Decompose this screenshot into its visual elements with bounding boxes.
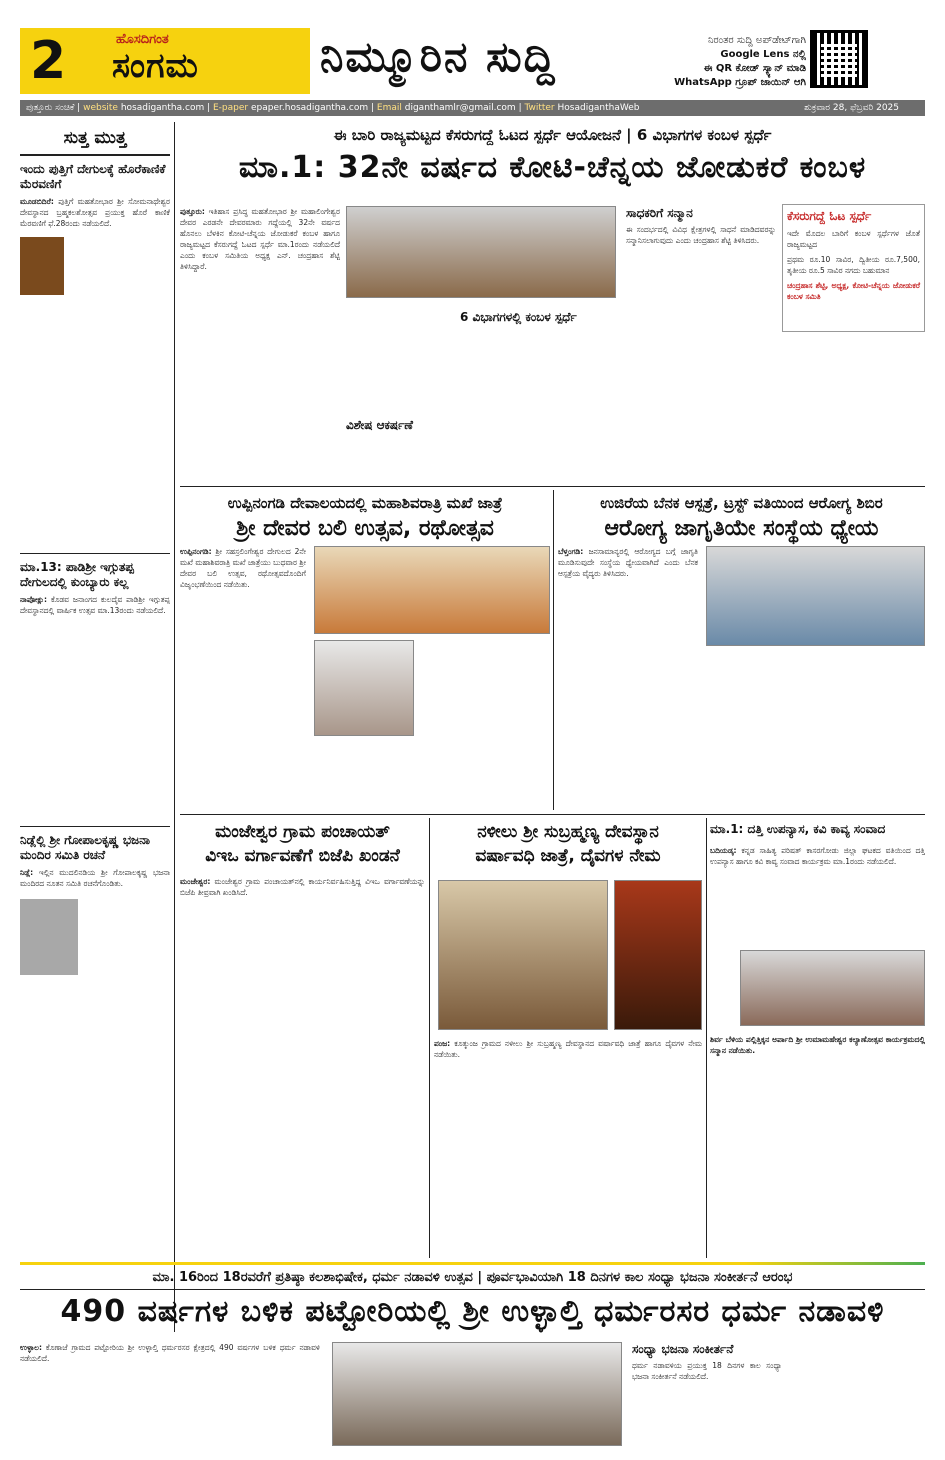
bottom-story [20, 1266, 925, 1456]
section-divider [180, 486, 925, 487]
section-title: ನಿಮ್ಮೂರಿನ ಸುದ್ದಿ [320, 32, 557, 81]
sidebar-headline: ಇಂದು ಪುತ್ತಿಗೆ ದೇಗುಲಕ್ಕೆ ಹೊರೆಕಾಣಿಕೆ ಮೆರವಣಿಗೆ [20, 162, 166, 191]
ad-line: ಇದೇ ಮೊದಲ ಬಾರಿಗೆ ಕಂಬಳ ಸ್ಪರ್ಧೆಗಳ ಜೊತೆ ರಾಜ್ಯಮಟ್ಟದ [787, 229, 920, 249]
article-body: ಶ್ರೀ ಸಹಸ್ರಲಿಂಗೇಶ್ವರ ದೇಗುಲದ 2ನೇ ಮಖೆ ಮಹಾಶಿವರಾತ್ರಿ ಮಖೆ ಜಾತ್ರೆಯು ಬುಧವಾರ ಶ್ರೀ ದೇವರ ಬಲಿ ಉತ್ಸವ, ರಥೋತ್ಸವದೊಂದಿಗೆ ವಿಜೃಂಭಣೆಯಿಂದ ನಡೆಯಿತು. [180, 547, 306, 589]
promo-line: ನಿರಂತರ ಸುದ್ದಿ ಅಪ್‌ಡೇಟ್‌ಗಾಗಿ [707, 35, 806, 46]
bottom-side-subhead: ಸಂಧ್ಯಾ ಭಜನಾ ಸಂಕೀರ್ತನೆ [632, 1342, 734, 1356]
bottom-side-body: ಧರ್ಮ ನಡಾವಳಿಯ ಪ್ರಯುಕ್ತ 18 ದಿನಗಳ ಕಾಲ ಸಂಧ್ಯಾ ಭಜನಾ ಸಂಕೀರ್ತನೆ ನಡೆಯಲಿದೆ. [632, 1361, 782, 1381]
lead-body [180, 206, 340, 272]
press-meet-photo [332, 1342, 622, 1446]
qr-code-icon[interactable] [810, 30, 868, 88]
bottom-body [20, 1342, 320, 1364]
story-body [710, 845, 925, 867]
story-headline: ಮಾ.1: ದತ್ತಿ ಉಪನ್ಯಾಸ, ಕವಿ ಕಾವ್ಯ ಸಂವಾದ [710, 822, 886, 836]
lead-side-body: ಈ ಸಂದರ್ಭದಲ್ಲಿ ವಿವಿಧ ಕ್ಷೇತ್ರಗಳಲ್ಲಿ ಸಾಧನೆ ಮಾಡಿದವರನ್ನು ಸನ್ಮಾನಿಸಲಾಗುವುದು ಎಂದು ಚಂದ್ರಹಾಸ ಶೆಟ್ಟಿ ತಿಳಿಸಿದರು. [626, 225, 776, 245]
sidebar-article [20, 594, 170, 616]
health-photo [706, 546, 925, 646]
obituary-photo [20, 899, 78, 975]
lead-headline: ಮಾ.1: 32ನೇ ವರ್ಷದ ಕೋಟಿ-ಚೆನ್ನಯ ಜೋಡುಕರೆ ಕಂಬಳ [238, 150, 867, 185]
column-divider [174, 122, 175, 1332]
email-link[interactable]: diganthamlr@gmail.com [404, 103, 516, 113]
lead-side-subhead: ಸಾಧಕರಿಗೆ ಸನ್ಮಾನ [626, 206, 693, 220]
subrahmanya-story [434, 818, 702, 1258]
twitter-label: Twitter [524, 103, 555, 113]
lead-subhead: 6 ವಿಭಾಗಗಳಲ್ಲಿ ಕಂಬಳ ಸ್ಪರ್ಧೆ [460, 310, 577, 324]
story-subheadline: ಆರೋಗ್ಯ ಜಾಗೃತಿಯೇ ಸಂಸ್ಥೆಯ ಧ್ಯೇಯ [604, 516, 879, 541]
story-headline: ನಳೀಲು ಶ್ರೀ ಸುಬ್ರಹ್ಮಣ್ಯ ದೇವಸ್ಥಾನ [477, 822, 659, 842]
website-link[interactable]: hosadigantha.com [120, 103, 205, 113]
sidebar-article [20, 867, 170, 889]
panchayat-story [180, 818, 425, 1258]
twitter-link[interactable]: HosadiganthaWeb [557, 103, 640, 113]
section-divider [180, 814, 925, 815]
lead-photo [346, 206, 616, 298]
sidebar-headline: ನಿಡ್ಲೆಲ್ಲಿ ಶ್ರೀ ಗೋಪಾಲಕೃಷ್ಣ ಭಜನಾ ಮಂದಿರ ಸಮಿತಿ ರಚನೆ [20, 826, 170, 863]
article-body: ಕೊಡವ ಜನಾಂಗದ ಕುಲದೈವ ಪಾಡಿಶ್ರೀ ಇಗ್ಗುತಪ್ಪ ದೇವಸ್ಥಾನದಲ್ಲಿ ವಾರ್ಷಿಕ ಉತ್ಸವ ಮಾ.13ರಂದು ನಡೆಯಲಿದೆ. [20, 595, 170, 615]
ad-box [782, 204, 925, 332]
deity-photo [614, 880, 702, 1030]
story-subheadline: ವರ್ಷಾವಧಿ ಜಾತ್ರೆ, ದೈವಗಳ ನೇಮ [475, 846, 661, 866]
story-body [180, 546, 306, 590]
column-divider [429, 818, 430, 1258]
dateline: ನಾಪೋಕ್ಲು: [20, 595, 48, 604]
article-body: ಪುತ್ತಿಗೆ ಮಹತೋಭಾರ ಶ್ರೀ ಸೋಮನಾಥೇಶ್ವರ ದೇವಸ್ಥಾನದ ಬ್ರಹ್ಮಕಲಶೋತ್ಸವ ಪ್ರಯುಕ್ತ ಹೊರೆ ಕಾಣಿಕೆ ಮೆರವಣಿಗೆ ಫೆ.28ರಂದು ನಡೆಯಲಿದೆ. [20, 197, 170, 228]
ad-line: ಪ್ರಥಮ ರೂ.10 ಸಾವಿರ, ದ್ವಿತೀಯ ರೂ.7,500, ತೃತೀಯ ರೂ.5 ಸಾವಿರ ನಗದು ಬಹುಮಾನ [787, 255, 920, 275]
story-subheadline: ವಿಇಒ ವರ್ಗಾವಣೆಗೆ ಬಿಜೆಪಿ ಖಂಡನೆ [205, 846, 400, 866]
kavya-story [710, 818, 925, 1258]
story-subheadline: ಶ್ರೀ ದೇವರ ಬಲಿ ಉತ್ಸವ, ರಥೋತ್ಸವ [236, 516, 494, 541]
epaper-link[interactable]: epaper.hosadigantha.com [250, 103, 369, 113]
dateline: ಉಳ್ಳಾಲ: [20, 1343, 42, 1352]
story-headline: ಉಜಿರೆಯ ಬೆನಕ ಆಸ್ಪತ್ರೆ, ಟ್ರಸ್ಟ್ ವತಿಯಿಂದ ಆರೋಗ್ಯ ಶಿಬಿರ [600, 494, 883, 512]
dateline: ಪಂಜ: [434, 1039, 451, 1048]
email-label: Email [376, 103, 402, 113]
story-headline: ಉಪ್ಪಿನಂಗಡಿ ದೇವಾಲಯದಲ್ಲಿ ಮಹಾಶಿವರಾತ್ರಿ ಮಖೆ ಜಾತ್ರೆ [227, 494, 503, 512]
article-body: ಜನಸಾಮಾನ್ಯರಲ್ಲಿ ಆರೋಗ್ಯದ ಬಗ್ಗೆ ಜಾಗೃತಿ ಮೂಡಿಸುವುದೇ ಸಂಸ್ಥೆಯ ಧ್ಯೇಯವಾಗಿದೆ ಎಂದು ಬೆನಕ ಆಸ್ಪತ್ರೆಯ ವೈದ್ಯರು ತಿಳಿಸಿದರು. [558, 547, 698, 578]
column-divider [553, 490, 554, 810]
article-body: ಇತಿಹಾಸ ಪ್ರಸಿದ್ಧ ಮಹತೋಭಾರ ಶ್ರೀ ಮಹಾಲಿಂಗೇಶ್ವರ ದೇವರ ಎರಡನೇ ದೇವರಮಾರು ಗದ್ದೆಯಲ್ಲಿ 32ನೇ ವರ್ಷದ ಹೊನಲು ಬೆಳಕಿನ ಕೋಟಿ-ಚೆನ್ನಯ ಜೋಡುಕರೆ ಕಂಬಳ ಹಾಗೂ ರಾಜ್ಯಮಟ್ಟದ ಕೆಸರುಗದ್ದೆ ಓಟದ ಸ್ಪರ್ಧೆ ಮಾ.1ರಂದು ನಡೆಯಲಿದೆ ಎಂದು ಕಂಬಳ ಸಮಿತಿಯ ಅಧ್ಯಕ್ಷ ಎನ್. ಚಂದ್ರಹಾಸ ಶೆಟ್ಟಿ ತಿಳಿಸಿದ್ದಾರೆ. [180, 207, 340, 271]
felicitation-photo [740, 950, 925, 1026]
dateline: ಉಪ್ಪಿನಂಗಡಿ: [180, 547, 212, 556]
article-body: ಮಂಜೇಶ್ವರ ಗ್ರಾಮ ಪಂಚಾಯತ್‌ನಲ್ಲಿ ಕಾರ್ಯನಿರ್ವಹಿಸುತ್ತಿದ್ದ ವಿಇಒ ವರ್ಗಾವಣೆಯನ್ನು ಬಿಜೆಪಿ ತೀವ್ರವಾಗಿ ಖಂಡಿಸಿದೆ. [180, 877, 425, 897]
temple-story [180, 490, 550, 810]
sidebar-article [20, 196, 170, 229]
festival-photo [438, 880, 608, 1030]
sidebar-title: ಸುತ್ತ ಮುತ್ತ [20, 122, 170, 156]
sidebar-column [20, 122, 170, 1332]
dateline: ಬದಿಯಡ್ಕ: [710, 846, 737, 855]
article-body: ಕನ್ನಡ ಸಾಹಿತ್ಯ ಪರಿಷತ್ ಕಾಸರಗೋಡು ಜಿಲ್ಲಾ ಘಟಕದ ವತಿಯಿಂದ ದತ್ತಿ ಉಪನ್ಯಾಸ ಹಾಗೂ ಕವಿ ಕಾವ್ಯ ಸಂವಾದ ಕಾರ್ಯಕ್ರಮ ಮಾ.1ರಂದು ನಡೆಯಲಿದೆ. [710, 846, 925, 866]
story-body [180, 876, 425, 898]
brand-name: ಸಂಗಮ [112, 46, 199, 86]
chariot-photo [314, 640, 414, 736]
promo-line: WhatsApp ಗ್ರೂಪ್ ಜಾಯಿನ್ ಆಗಿ [674, 77, 806, 88]
bottom-banner-strip [20, 1262, 925, 1265]
brand-small: ಹೊಸದಿಗಂತ [116, 32, 169, 47]
epaper-label: E-paper [212, 103, 249, 113]
lead-kicker: ಈ ಬಾರಿ ರಾಜ್ಯಮಟ್ಟದ ಕೆಸರುಗದ್ದೆ ಓಟದ ಸ್ಪರ್ಧೆ ಆಯೋಜನೆ | 6 ವಿಭಾಗಗಳ ಕಂಬಳ ಸ್ಪರ್ಧೆ [333, 126, 772, 144]
article-body: ಕೂತ್ಕುಂಜ ಗ್ರಾಮದ ನಳೀಲು ಶ್ರೀ ಸುಬ್ರಹ್ಮಣ್ಯ ದೇವಸ್ಥಾನದ ವರ್ಷಾವಧಿ ಜಾತ್ರೆ ಹಾಗೂ ದೈವಗಳ ನೇಮ ನಡೆಯಿತು. [434, 1039, 702, 1059]
edition: ಪುತ್ತೂರು ಸಂಚಿಕೆ [26, 103, 75, 113]
dateline: ಪುತ್ತೂರು: [180, 207, 205, 216]
column-divider [706, 818, 707, 1258]
dateline: ಮೂಡಬಿದಿರೆ: [20, 197, 54, 206]
story-body [558, 546, 698, 579]
story-body [434, 1038, 702, 1060]
promo-line: Google Lens ನಲ್ಲಿ [720, 49, 806, 60]
ad-title: ಕೆಸರುಗದ್ದೆ ಓಟ ಸ್ಪರ್ಧೆ [787, 209, 872, 223]
article-body: ಇಲ್ಲಿನ ಮುದಲಿನಡಿಯ ಶ್ರೀ ಗೋಪಾಲಕೃಷ್ಣ ಭಜನಾ ಮಂದಿರದ ನೂತನ ಸಮಿತಿ ರಚನೆಗೊಂಡಿತು. [20, 868, 170, 888]
qr-promo [616, 34, 806, 90]
sidebar-photo [20, 237, 64, 295]
temple-photo [314, 546, 550, 634]
article-body: ಕೊಣಾಜೆ ಗ್ರಾಮದ ಪಟ್ಟೋರಿಯ ಶ್ರೀ ಉಳ್ಳಾಲ್ತಿ ಧರ್ಮರಸರ ಕ್ಷೇತ್ರದಲ್ಲಿ 490 ವರ್ಷಗಳ ಬಳಿಕ ಧರ್ಮ ನಡಾವಳಿ ನಡೆಯಲಿದೆ. [20, 1343, 320, 1363]
story-headline: ಮಂಜೇಶ್ವರ ಗ್ರಾಮ ಪಂಚಾಯತ್ [215, 822, 390, 842]
bottom-kicker: ಮಾ. 16ರಿಂದ 18ರವರೆಗೆ ಪ್ರತಿಷ್ಠಾ ಕಲಶಾಭಿಷೇಕ, ಧರ್ಮ ನಡಾವಳಿ ಉತ್ಸವ | ಪೂರ್ವಭಾವಿಯಾಗಿ 18 ದಿನಗಳ ಕಾಲ ಸಂಧ್ಯಾ ಭಜನಾ ಸಂಕೀರ್ತನೆ ಆರಂಭ [20, 1266, 925, 1290]
dateline: ಮಂಜೇಶ್ವರ: [180, 877, 211, 886]
info-bar: ಪುತ್ತೂರು ಸಂಚಿಕೆ | website hosadigantha.com | E-paper epaper.hosadigantha.com | Email diganthamlr@gmail.com | Twitter HosadiganthaWeb ಶುಕ್ರವಾರ 28, ಫೆಬ್ರವರಿ 2025 [20, 100, 925, 116]
dateline: ಬೆಳ್ತಂಗಡಿ: [558, 547, 584, 556]
issue-date: ಶುಕ್ರವಾರ 28, ಫೆಬ್ರವರಿ 2025 [804, 103, 899, 113]
ad-footer: ಚಂದ್ರಹಾಸ ಶೆಟ್ಟಿ, ಅಧ್ಯಕ್ಷ, ಕೋಟಿ-ಚೆನ್ನಯ ಜೋಡುಕರೆ ಕಂಬಳ ಸಮಿತಿ [787, 281, 920, 301]
lead-subhead: ವಿಶೇಷ ಆಕರ್ಷಣೆ [346, 418, 414, 432]
sidebar-headline: ಮಾ.13: ಪಾಡಿಶ್ರೀ ಇಗ್ಗುತಪ್ಪ ದೇಗುಲದಲ್ಲಿ ಕುಂಬ್ಯಾರು ಕಲ್ಲ [20, 553, 170, 590]
bottom-headline: 490 ವರ್ಷಗಳ ಬಳಿಕ ಪಟ್ಟೋರಿಯಲ್ಲಿ ಶ್ರೀ ಉಳ್ಳಾಲ್ತಿ ಧರ್ಮರಸರ ಧರ್ಮ ನಡಾವಳಿ [60, 1294, 885, 1329]
photo-caption: ಶಿರ್ವ ಬೆಳಿಯ ಪಲ್ಲಿತ್ತಿಕ್ಕನ ಅರ್ಪಾದಿ ಶ್ರೀ ಉಮಾಮಹೇಶ್ವರ ಕಲ್ಯಾಣೋತ್ಸವ ಕಾರ್ಯಕ್ರಮದಲ್ಲಿ ಸನ್ಮಾನ ನಡೆಯಿತು. [710, 1035, 925, 1055]
website-label: website [83, 103, 118, 113]
page-number: 2 [30, 31, 67, 91]
masthead [20, 28, 925, 94]
dateline: ನಿಡ್ಲೆ: [20, 868, 34, 877]
health-story [558, 490, 925, 810]
promo-line: ಈ QR ಕೋಡ್ ಸ್ಕ್ಯಾನ್ ಮಾಡಿ [703, 63, 806, 74]
